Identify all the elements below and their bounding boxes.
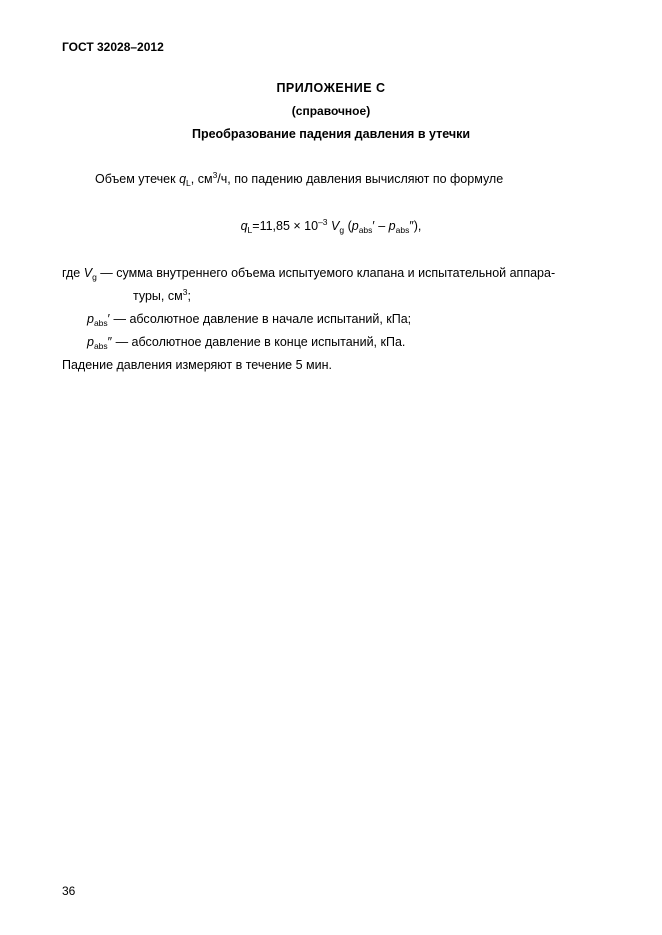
intro-mid: , см [190,172,213,186]
formula-v-sub: g [339,225,345,235]
formula-coefficient: =11,85 × 10 [252,219,319,233]
formula-q-sub: L [247,225,253,235]
formula-p1-sub: abs [358,225,373,235]
formula-p1: p [351,219,359,233]
formula-q: q [240,219,248,233]
formula-open-paren: ( [344,219,352,233]
formula-p2-sub: abs [395,225,410,235]
intro-prefix: Объем утечек [95,172,180,186]
appendix-subtitle: (справочное) [291,104,371,118]
formula-p1-prime: ′ – [372,219,389,233]
where-p1-text: ′ — абсолютное давление в начале испытаний, кПа; [107,312,412,326]
where-p1: p [87,312,94,326]
where-v-line-cont [133,289,191,303]
where-v-text: — сумма внутреннего объема испытуемого клапана и испытательной аппара- [96,266,556,280]
document-number: ГОСТ 32028–2012 [62,40,164,54]
q-symbol: q [179,172,187,186]
formula-exponent: –3 [318,217,328,227]
formula-p2: p [388,219,396,233]
where-p1-sub: abs [93,318,108,328]
where-v-sup: 3 [182,287,188,297]
appendix-name: Преобразование падения давления в утечки [191,127,471,141]
where-v-line [62,266,555,280]
where-v: V [83,266,93,280]
where-p2-sub: abs [93,341,108,351]
q-subscript: L [186,178,191,188]
final-paragraph: Падение давления измеряют в течение 5 мин. [62,358,332,372]
where-p2-line [87,335,405,349]
formula-p2-prime: ″), [409,219,422,233]
where-label: где [62,266,84,280]
appendix-title: ПРИЛОЖЕНИЕ С [276,81,386,95]
where-v-text-cont: туры, см [133,289,183,303]
where-v-sub: g [92,272,97,282]
where-p1-line [87,312,411,326]
formula [0,219,662,233]
page-number: 36 [62,884,76,898]
formula-v: V [331,219,340,233]
unit-superscript: 3 [212,170,218,180]
intro-suffix: /ч, по падению давления вычисляют по формуле [217,172,504,186]
where-p2: p [87,335,94,349]
intro-paragraph [95,172,503,186]
where-v-end: ; [187,289,191,303]
where-p2-text: ″ — абсолютное давление в конце испытаний, кПа. [107,335,406,349]
